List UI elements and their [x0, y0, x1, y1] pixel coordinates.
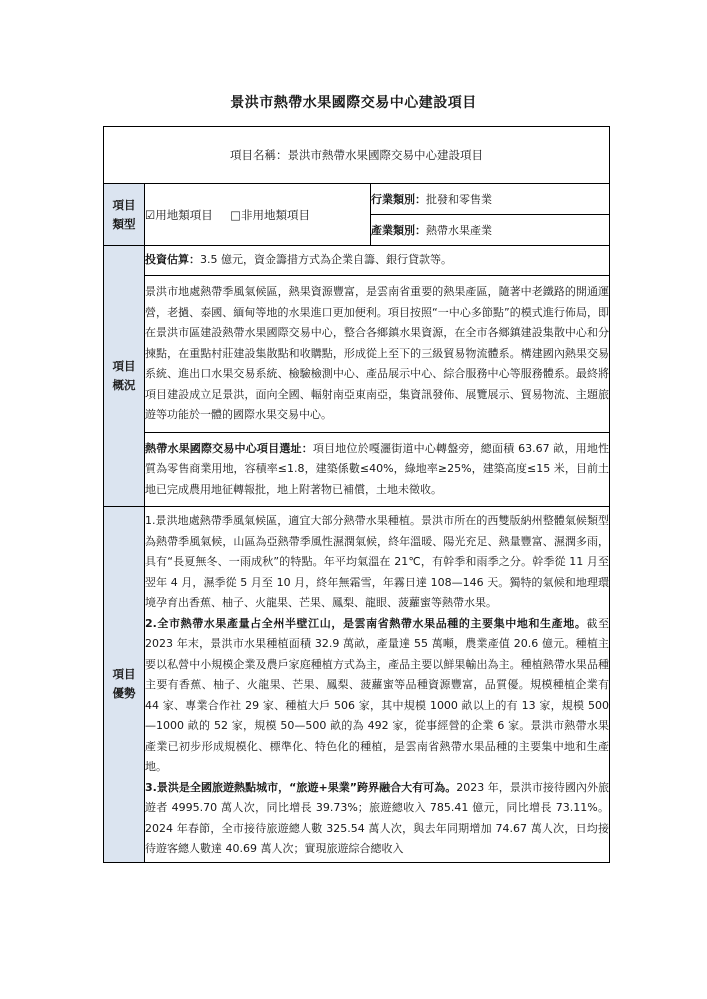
land-type-options — [145, 184, 371, 246]
sector-value: 熱帶水果產業 — [426, 224, 492, 237]
site-label: 熱帶水果國際交易中心項目選址： — [145, 441, 313, 455]
overview-label — [104, 246, 145, 507]
description-text: 景洪市地處熱帶季風氣候區，熱果資源豐富，是雲南省重要的熱果產區，隨著中老鐵路的開通運營，老撾、泰國、緬甸等地的水果進口更加便利。項目按照“一中心多節點”的模式進行佈局，即在景洪市區建設熱帶水果國際交易中心，整合各鄉鎮水果資源，在全市各鄉鎮建設集散中心和分揀點，在重點村莊建設集散點和收購點，形成從上至下的三級貿易物流體系。構建國內熱果交易系統、進出口水果交易系統、檢驗檢測中心、產品展示中心、綜合服務中心等服務體系。最終將項目建設成立足景洪，面向全國、輻射南亞東南亞，集資訊發佈、展覽展示、貿易物流、主題旅遊等功能於一體的國際水果交易中心。 — [145, 285, 610, 421]
advantage-3 — [145, 778, 609, 860]
advantage-3-heading: 3.景洪是全國旅遊熱點城市，“旅遊+果業”跨界融合大有可為。 — [145, 780, 457, 794]
type-label-text: 項目類型 — [112, 197, 136, 231]
sector-category — [371, 215, 610, 246]
advantage-1: 1.景洪地處熱帶季風氣候區，適宜大部分熱帶水果種植。景洪市所在的西雙版納州整體氣候類型為熱帶季風氣候，山區為亞熱帶季風性濕潤氣候，終年溫暖、陽光充足、熱量豐富、濕潤多雨，具有“長夏無冬、一雨成秋”的特點。年平均氣溫在 21℃，有幹季和雨季之分。幹季從 11 月至翌年 4 月，濕季從 5 月至 10 月，終年無霜雪，年霧日達 108—146 天。獨特的氣候和地理環境孕育出香蕉、柚子、火龍果、芒果、鳳梨、龍眼、菠蘿蜜等熱帶水果。 — [145, 514, 610, 609]
project-name: 項目名稱：景洪市熱帶水果國際交易中心建設項目 — [104, 127, 610, 184]
site-paragraph — [145, 439, 609, 501]
advantage-3-text: 2023 年，景洪市接待國內外旅遊者 4995.70 萬人次，同比增長 39.73%；旅遊總收入 785.41 億元，同比增長 73.11%。2024 年春節，全市接待旅遊總人數 325.54 萬人次，與去年同期增加 74.67 萬人次，日均接待遊客總人數達 40.69 萬人次；實現旅遊綜合總收入 — [145, 780, 610, 855]
project-name-row — [104, 127, 610, 184]
project-description — [145, 276, 610, 433]
industry-value: 批發和零售業 — [426, 193, 492, 206]
project-table — [103, 126, 610, 863]
industry-category — [371, 184, 610, 215]
advantage-2-heading: 2.全市熱帶水果產量占全州半壁江山，是雲南省熱帶水果品種的主要集中地和生產地。 — [145, 616, 587, 630]
sector-label: 產業類別： — [371, 224, 426, 237]
advantages-label — [104, 507, 145, 863]
advantages-content — [145, 507, 610, 863]
advantages-label-text: 項目優勢 — [112, 667, 136, 701]
advantage-2-text: 截至 2023 年末，景洪市水果種植面積 32.9 萬畝，產量達 55 萬噸，農業產值 20.6 億元。種植主要以私營中小規模企業及農戶家庭種植方式為主，產品主要以鮮果輸出為主。種植熱帶水果品種主要有香蕉、柚子、火龍果、芒果、鳳梨、菠蘿蜜等品種資源豐富，品質優。規模種植企業有 44 家、專業合作社 29 家、種植大戶 506 家，其中規模 1000 畝以上的有 13 家，規模 500—1000 畝的 52 家，規模 50—500 畝的為 492 家，從事經營的企業 6 家。景洪市熱帶水果產業已初步形成規模化、標準化、特色化的種植，是雲南省熱帶水果品種的主要集中地和生產地。 — [145, 616, 610, 773]
investment-estimate — [145, 246, 610, 276]
investment-text: 3.5 億元，資金籌措方式為企業自籌、銀行貸款等。 — [200, 253, 452, 267]
site-text: 項目地位於嘎灑街道中心轉盤旁，總面積 63.67 畝，用地性質為零售商業用地，容積率≤1.8，建築係數≤40%，綠地率≥25%，建築高度≤15 米，目前土地已完成農用地征轉報批，地上附著物已補償，土地未徵收。 — [145, 441, 610, 496]
investment-label: 投資估算： — [145, 253, 200, 267]
overview-label-text: 項目概況 — [112, 359, 136, 392]
advantage-2 — [145, 614, 609, 778]
project-site — [145, 432, 610, 507]
industry-label: 行業類別： — [371, 193, 426, 206]
page-title: 景洪市熱帶水果國際交易中心建設項目 — [230, 95, 477, 111]
land-option-checked: ☑用地類項目 — [145, 207, 213, 222]
nonland-option-unchecked: □非用地類項目 — [230, 207, 310, 222]
type-label — [104, 184, 145, 246]
